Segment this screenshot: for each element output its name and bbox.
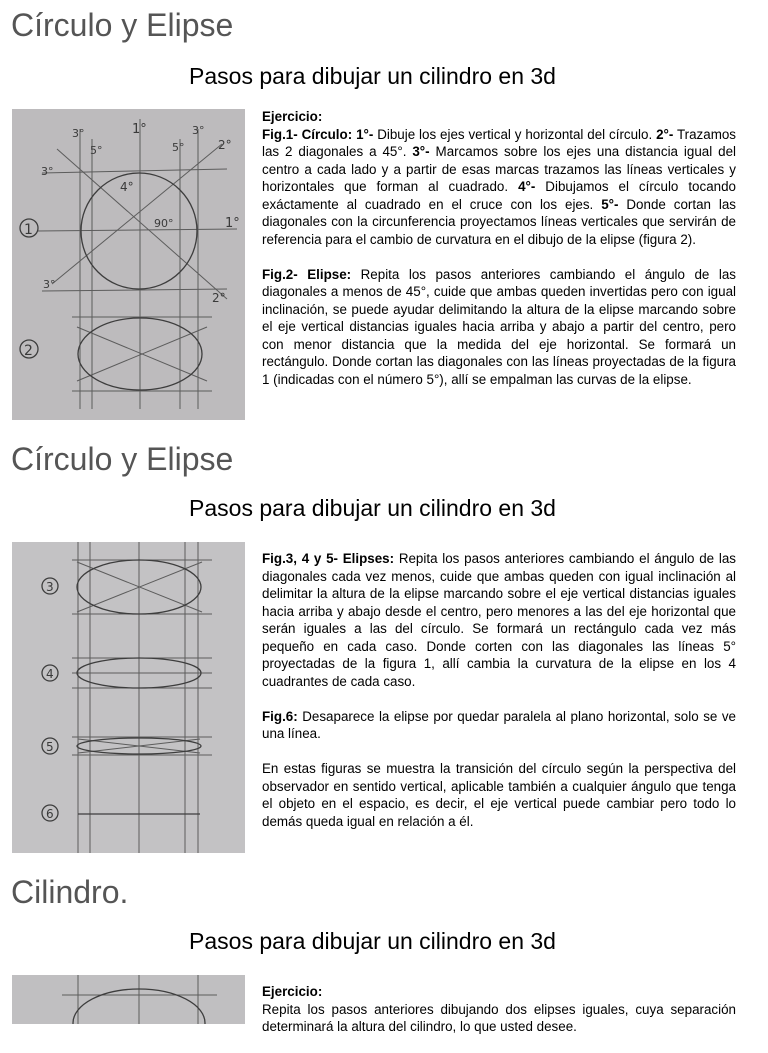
step-4-text: Dibujamos el círculo tocando exáctamente al cuadrado en el cruce con los ejes. — [262, 179, 736, 212]
sketch-number-4: 4 — [46, 667, 54, 681]
sketch-mark-3-left: 3° — [72, 127, 85, 140]
sketch-mark-5-right: 5° — [172, 141, 185, 154]
section-2-text — [262, 550, 736, 848]
transition-paragraph: En estas figuras se muestra la transición del círculo según la perspectiva del observador en sentido vertical, aplicable también a cualquier ángulo que tenga el objeto en el espacio, es decir, el eje vertical puede cambiar pero todo lo demás queda igual en relación a él. — [262, 761, 736, 829]
sketch-mark-1-right: 1° — [225, 216, 240, 231]
sketch-mark-1-top: 1° — [132, 122, 147, 137]
sketch-mark-3-side: 3° — [41, 165, 54, 178]
fig-1-title: Fig.1- Círculo: — [262, 126, 353, 142]
section-2-heading: Círculo y Elipse — [11, 441, 234, 477]
fig-2-text: Repita los pasos anteriores cambiando el ángulo de las diagonales a menos de 45°, cuide que ambas queden invertidas pero con igual inclinación, se puede ayudar delimitando la altura de la elipse marcando sobre el eje vertical distancias iguales hacia arriba y abajo a partir del centro, pero con menor distancia que la medida del eje horizontal. Se formará un rectángulo. Donde cortan las diagonales con las líneas proyectadas de la figura 1 (indicadas con el número 5°), allí se empalman las curvas de la elipse. — [262, 266, 736, 387]
cylinder-sketch-photo — [12, 975, 245, 1024]
figure-1-2-sketch-photo — [12, 109, 245, 420]
sketch-mark-3-right: 3° — [192, 124, 205, 137]
fig-2-paragraph — [262, 266, 736, 389]
step-1-label: 1°- — [356, 126, 374, 142]
step-1-text: Dibuje los ejes vertical y horizontal del círculo. — [373, 126, 657, 142]
cylinder-exercise-label: Ejercicio: — [262, 984, 323, 999]
section-3-subtitle: Pasos para dibujar un cilindro en 3d — [189, 928, 556, 954]
sketch-angle-90: 90° — [154, 217, 174, 230]
fig-3-5-paragraph — [262, 550, 736, 690]
section-1-subtitle: Pasos para dibujar un cilindro en 3d — [189, 63, 556, 89]
cylinder-text: Repita los pasos anteriores dibujando dos elipses iguales, cuya separación determinará la altura del cilindro, lo que usted desee. — [262, 1001, 736, 1034]
sketch-number-3: 3 — [46, 580, 54, 594]
fig-3-5-text: Repita los pasos anteriores cambiando el ángulo de las diagonales cada vez menos, cuide que ambas queden con igual inclinación al delimitar la altura de la elipse marcando sobre el eje vertical distancias iguales hacia arriba y abajo desde el centro, pero menores a las del eje horizontal que serán iguales a las del círculo. Se formará un rectángulo cada vez más pequeño en cada caso. Donde corten con las diagonales las líneas 5° proyectadas de la figura 1, allí cambia la curvatura de la elipse en los 4 cuadrantes de cada caso. — [262, 551, 736, 689]
step-5-text: Donde cortan las diagonales con la circunferencia proyectamos líneas verticales que servirán de referencia para el cambio de curvatura en el dibujo de la elipse (figura 2). — [262, 196, 736, 247]
step-2-text: Trazamos las 2 diagonales a 45°. — [262, 126, 736, 159]
sketch-number-5: 5 — [46, 740, 54, 754]
fig-6-paragraph — [262, 708, 736, 743]
section-1-text — [262, 108, 736, 406]
sketch-number-1: 1 — [24, 222, 33, 238]
sketch-mark-3-lower: 3° — [43, 278, 56, 291]
sketch-number-6: 6 — [46, 807, 54, 821]
section-2-subtitle: Pasos para dibujar un cilindro en 3d — [189, 495, 556, 521]
step-5-label: 5°- — [601, 196, 619, 212]
exercise-label: Ejercicio: — [262, 109, 323, 124]
step-3-label: 3°- — [412, 144, 430, 159]
step-2-label: 2°- — [656, 126, 674, 142]
fig-6-text: Desaparece la elipse por quedar paralela al plano horizontal, solo se ve una línea. — [262, 708, 736, 741]
section-3-text — [262, 983, 736, 1053]
sketch-mark-5-left: 5° — [90, 144, 103, 157]
sketch-number-2: 2 — [24, 343, 33, 359]
section-1-heading: Círculo y Elipse — [11, 7, 234, 43]
fig-6-title: Fig.6: — [262, 708, 298, 724]
fig-1-paragraph — [262, 108, 736, 248]
section-3-heading: Cilindro. — [11, 874, 129, 910]
sketch-mark-4: 4° — [120, 180, 134, 194]
sketch-mark-2-top: 2° — [218, 138, 232, 152]
sketch-mark-2-bottom: 2° — [212, 291, 226, 305]
step-3-text: Marcamos sobre los ejes una distancia igual del centro a cada lado y a partir de esas marcas trazamos las líneas verticales y horizontales que forman al cuadrado. — [262, 144, 736, 194]
fig-2-title: Fig.2- Elipse: — [262, 266, 352, 282]
fig-3-5-title: Fig.3, 4 y 5- Elipses: — [262, 551, 395, 566]
step-4-label: 4°- — [518, 179, 536, 194]
cylinder-paragraph — [262, 983, 736, 1036]
figure-3-6-sketch-photo — [12, 542, 245, 853]
